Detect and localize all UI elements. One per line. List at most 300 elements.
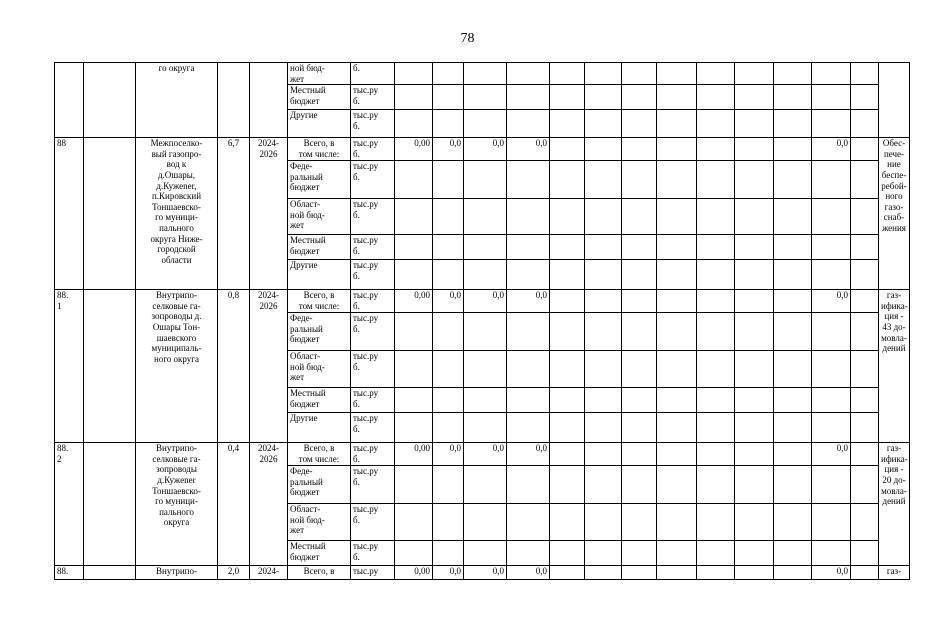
value-cell-empty	[550, 351, 585, 388]
unit: тыс.ру б.	[351, 541, 395, 566]
value-cell: 0,0	[812, 443, 851, 466]
value-cell-empty	[622, 260, 657, 290]
value-cell-empty	[622, 199, 657, 235]
value-cell	[464, 110, 507, 138]
value-cell-empty	[507, 413, 550, 443]
value-cell-empty	[851, 199, 879, 235]
years: 2024-	[250, 566, 288, 580]
value-cell-empty	[812, 235, 851, 260]
value-cell-empty	[812, 388, 851, 413]
cell-empty	[84, 290, 136, 443]
value-cell-empty	[395, 413, 433, 443]
value-cell-empty	[585, 260, 622, 290]
value-cell-empty	[851, 388, 879, 413]
value-cell-empty	[812, 260, 851, 290]
value-cell-empty	[774, 443, 812, 466]
funding-source: Област- ной бюд- жет	[288, 351, 351, 388]
value-cell-empty	[585, 566, 622, 580]
value-cell-empty	[735, 260, 774, 290]
value-cell: 0,00	[395, 566, 433, 580]
value-cell-empty	[851, 260, 879, 290]
value-cell-empty	[433, 235, 464, 260]
value-cell-empty	[851, 313, 879, 351]
value-cell	[395, 63, 433, 85]
value-cell	[433, 110, 464, 138]
length-km: 0,4	[218, 443, 250, 566]
value-cell-empty	[774, 161, 812, 199]
value-cell-empty	[735, 290, 774, 313]
value-cell: 0,0	[507, 290, 550, 313]
value-cell-empty	[657, 138, 697, 161]
value-cell-empty	[697, 388, 735, 413]
value-cell-empty	[657, 466, 697, 504]
value-cell-empty	[622, 313, 657, 351]
funding-source: Всего, в том числе:	[288, 443, 351, 466]
value-cell-empty	[657, 388, 697, 413]
value-cell-empty	[657, 161, 697, 199]
value-cell	[585, 63, 622, 85]
value-cell-empty	[697, 351, 735, 388]
value-cell-empty	[550, 443, 585, 466]
value-cell-empty	[851, 235, 879, 260]
value-cell-empty	[585, 504, 622, 541]
value-cell-empty	[657, 313, 697, 351]
value-cell-empty	[395, 161, 433, 199]
value-cell-empty	[464, 199, 507, 235]
value-cell-empty	[851, 138, 879, 161]
value-cell-empty	[550, 161, 585, 199]
value-cell-empty	[622, 235, 657, 260]
value-cell-empty	[774, 199, 812, 235]
value-cell-empty	[697, 313, 735, 351]
funding-source: Феде- ральный бюджет	[288, 313, 351, 351]
value-cell-empty	[774, 351, 812, 388]
value-cell-empty	[433, 413, 464, 443]
budget-table	[54, 62, 910, 580]
value-cell: 0,0	[433, 290, 464, 313]
funding-source: Местный бюджет	[288, 388, 351, 413]
value-cell: 0,00	[395, 443, 433, 466]
value-cell-empty	[657, 413, 697, 443]
value-cell-empty	[464, 388, 507, 413]
value-cell	[697, 85, 735, 110]
funding-source: Местный бюджет	[288, 235, 351, 260]
unit: тыс.ру б.	[351, 235, 395, 260]
value-cell	[851, 85, 879, 110]
page-number: 78	[460, 31, 475, 46]
value-cell-empty	[812, 466, 851, 504]
value-cell-empty	[433, 161, 464, 199]
value-cell-empty	[657, 351, 697, 388]
value-cell	[464, 85, 507, 110]
value-cell	[697, 63, 735, 85]
unit: тыс.ру б.	[351, 351, 395, 388]
value-cell-empty	[464, 313, 507, 351]
value-cell-empty	[585, 161, 622, 199]
value-cell-empty	[433, 313, 464, 351]
table-row	[55, 566, 910, 580]
value-cell-empty	[812, 413, 851, 443]
value-cell-empty	[697, 260, 735, 290]
value-cell-empty	[622, 443, 657, 466]
value-cell-empty	[433, 199, 464, 235]
funding-source: Местный бюджет	[288, 541, 351, 566]
unit: тыс.ру б.	[351, 313, 395, 351]
value-cell-empty	[433, 351, 464, 388]
value-cell-empty	[464, 260, 507, 290]
row-number: 88	[55, 138, 84, 290]
object-name: Внутрипо-	[136, 566, 218, 580]
value-cell-empty	[550, 466, 585, 504]
value-cell	[735, 110, 774, 138]
value-cell-empty	[697, 466, 735, 504]
value-cell-empty	[550, 413, 585, 443]
value-cell: 0,0	[812, 290, 851, 313]
value-cell-empty	[774, 290, 812, 313]
length-km: 0,8	[218, 290, 250, 443]
value-cell-empty	[622, 388, 657, 413]
value-cell	[622, 63, 657, 85]
unit: тыс.ру б.	[351, 199, 395, 235]
result-cell	[879, 63, 910, 138]
value-cell	[735, 63, 774, 85]
value-cell-empty	[697, 235, 735, 260]
value-cell-empty	[774, 466, 812, 504]
value-cell-empty	[395, 504, 433, 541]
cell-empty	[218, 63, 250, 138]
value-cell	[464, 63, 507, 85]
funding-source: Всего, в том числе:	[288, 138, 351, 161]
value-cell-empty	[851, 466, 879, 504]
value-cell-empty	[507, 466, 550, 504]
value-cell-empty	[507, 504, 550, 541]
funding-source: Феде- ральный бюджет	[288, 466, 351, 504]
value-cell-empty	[585, 466, 622, 504]
value-cell-empty	[622, 504, 657, 541]
value-cell-empty	[622, 466, 657, 504]
row-number: 88.	[55, 566, 84, 580]
value-cell	[774, 85, 812, 110]
object-name: Внутрипо- селковые га- зопроводы д.Кужener Тоншаевско- го муници- пального округа	[136, 443, 218, 566]
result-text: Обес- пече- ние беспе- ребой- ного газо- снаб- жения	[879, 138, 910, 290]
value-cell	[507, 110, 550, 138]
unit: тыс.ру	[351, 566, 395, 580]
value-cell-empty	[622, 566, 657, 580]
value-cell-empty	[433, 541, 464, 566]
value-cell: 0,0	[433, 443, 464, 466]
value-cell	[774, 110, 812, 138]
value-cell-empty	[697, 199, 735, 235]
value-cell-empty	[395, 466, 433, 504]
unit: тыс.ру б.	[351, 161, 395, 199]
value-cell-empty	[735, 388, 774, 413]
funding-source: Другие	[288, 413, 351, 443]
result-text: газ- ифика- ция - 20 до- мовла- дений	[879, 443, 910, 566]
value-cell: 0,0	[507, 138, 550, 161]
cell-empty	[84, 63, 136, 138]
cell-empty	[250, 63, 288, 138]
object-name: Внутрипо- селковые га- зопроводы д. Ошары Тон- шаевского муниципаль- ного округа	[136, 290, 218, 443]
value-cell: 0,0	[433, 138, 464, 161]
funding-source: Феде- ральный бюджет	[288, 161, 351, 199]
value-cell-empty	[657, 199, 697, 235]
value-cell-empty	[735, 138, 774, 161]
value-cell: 0,00	[395, 290, 433, 313]
value-cell-empty	[585, 351, 622, 388]
value-cell-empty	[812, 504, 851, 541]
table-body	[55, 63, 910, 580]
value-cell: 0,0	[464, 138, 507, 161]
value-cell-empty	[507, 313, 550, 351]
value-cell-empty	[774, 313, 812, 351]
value-cell-empty	[851, 351, 879, 388]
unit: тыс.ру б.	[351, 290, 395, 313]
value-cell-empty	[735, 566, 774, 580]
value-cell-empty	[657, 504, 697, 541]
value-cell	[622, 110, 657, 138]
result-text: газ-	[879, 566, 910, 580]
value-cell-empty	[550, 199, 585, 235]
value-cell-empty	[395, 351, 433, 388]
value-cell-empty	[657, 443, 697, 466]
value-cell: 0,0	[433, 566, 464, 580]
unit: тыс.ру б.	[351, 466, 395, 504]
value-cell-empty	[735, 351, 774, 388]
value-cell	[657, 85, 697, 110]
value-cell-empty	[585, 235, 622, 260]
value-cell-empty	[697, 138, 735, 161]
value-cell	[585, 110, 622, 138]
value-cell-empty	[697, 566, 735, 580]
value-cell-empty	[550, 388, 585, 413]
row-number: 88. 2	[55, 443, 84, 566]
value-cell-empty	[774, 138, 812, 161]
cell-empty	[84, 566, 136, 580]
value-cell-empty	[550, 260, 585, 290]
row-number: 88. 1	[55, 290, 84, 443]
funding-source: Област- ной бюд- жет	[288, 504, 351, 541]
value-cell-empty	[812, 351, 851, 388]
funding-source: Всего, в том числе:	[288, 290, 351, 313]
value-cell	[657, 63, 697, 85]
value-cell-empty	[657, 566, 697, 580]
years: 2024- 2026	[250, 290, 288, 443]
value-cell-empty	[464, 235, 507, 260]
value-cell-empty	[774, 388, 812, 413]
value-cell-empty	[507, 351, 550, 388]
value-cell-empty	[433, 504, 464, 541]
value-cell-empty	[851, 290, 879, 313]
value-cell-empty	[507, 199, 550, 235]
value-cell-empty	[812, 313, 851, 351]
value-cell	[395, 85, 433, 110]
value-cell	[622, 85, 657, 110]
years: 2024- 2026	[250, 443, 288, 566]
value-cell-empty	[622, 138, 657, 161]
object-name: Межпоселко- вый газопро- вод к д.Ошары, д.Кужener, п.Кировский Тоншаевско- го муници- пального округа Ниже- городской области	[136, 138, 218, 290]
value-cell-empty	[774, 504, 812, 541]
funding-source: Другие	[288, 110, 351, 138]
unit: тыс.ру б.	[351, 138, 395, 161]
cell-empty	[84, 138, 136, 290]
unit: тыс.ру б.	[351, 413, 395, 443]
value-cell: 0,0	[507, 566, 550, 580]
value-cell	[585, 85, 622, 110]
value-cell-empty	[585, 313, 622, 351]
unit: тыс.ру б.	[351, 388, 395, 413]
value-cell-empty	[507, 388, 550, 413]
value-cell-empty	[657, 235, 697, 260]
value-cell-empty	[395, 199, 433, 235]
value-cell	[812, 63, 851, 85]
value-cell-empty	[585, 290, 622, 313]
unit: тыс.ру б.	[351, 260, 395, 290]
unit: тыс.ру б.	[351, 443, 395, 466]
funding-source: ной бюд- жет	[288, 63, 351, 85]
value-cell	[657, 110, 697, 138]
value-cell-empty	[657, 541, 697, 566]
value-cell-empty	[395, 313, 433, 351]
value-cell-empty	[812, 541, 851, 566]
value-cell-empty	[395, 235, 433, 260]
value-cell-empty	[464, 413, 507, 443]
table-row	[55, 290, 910, 313]
funding-source: Другие	[288, 260, 351, 290]
value-cell	[851, 63, 879, 85]
value-cell-empty	[851, 566, 879, 580]
value-cell-empty	[774, 260, 812, 290]
value-cell-empty	[851, 413, 879, 443]
value-cell: 0,0	[507, 443, 550, 466]
value-cell-empty	[507, 235, 550, 260]
value-cell-empty	[550, 541, 585, 566]
value-cell-empty	[735, 413, 774, 443]
value-cell-empty	[464, 541, 507, 566]
value-cell-empty	[851, 443, 879, 466]
table-row	[55, 138, 910, 161]
value-cell-empty	[585, 388, 622, 413]
value-cell-empty	[550, 290, 585, 313]
value-cell-empty	[735, 504, 774, 541]
value-cell-empty	[622, 161, 657, 199]
table-row	[55, 63, 910, 85]
value-cell-empty	[550, 235, 585, 260]
value-cell-empty	[774, 566, 812, 580]
unit: б.	[351, 63, 395, 85]
value-cell	[812, 110, 851, 138]
cell-empty	[55, 63, 84, 138]
value-cell: 0,00	[395, 138, 433, 161]
value-cell-empty	[851, 541, 879, 566]
value-cell-empty	[774, 235, 812, 260]
value-cell-empty	[622, 413, 657, 443]
value-cell-empty	[433, 260, 464, 290]
value-cell	[507, 63, 550, 85]
value-cell	[697, 110, 735, 138]
value-cell-empty	[697, 504, 735, 541]
value-cell-empty	[507, 260, 550, 290]
value-cell-empty	[464, 466, 507, 504]
value-cell	[774, 63, 812, 85]
value-cell-empty	[697, 413, 735, 443]
value-cell-empty	[812, 161, 851, 199]
value-cell-empty	[395, 260, 433, 290]
value-cell-empty	[657, 260, 697, 290]
funding-source: Местный бюджет	[288, 85, 351, 110]
value-cell-empty	[464, 504, 507, 541]
value-cell	[735, 85, 774, 110]
value-cell-empty	[697, 290, 735, 313]
value-cell-empty	[735, 161, 774, 199]
value-cell: 0,0	[812, 138, 851, 161]
value-cell: 0,0	[464, 566, 507, 580]
table-row	[55, 443, 910, 466]
funding-source: Всего, в	[288, 566, 351, 580]
value-cell: 0,0	[812, 566, 851, 580]
unit: тыс.ру б.	[351, 504, 395, 541]
value-cell-empty	[735, 313, 774, 351]
value-cell-empty	[735, 199, 774, 235]
value-cell	[550, 85, 585, 110]
length-km: 2,0	[218, 566, 250, 580]
value-cell-empty	[812, 199, 851, 235]
value-cell-empty	[433, 466, 464, 504]
value-cell-empty	[507, 161, 550, 199]
value-cell-empty	[735, 443, 774, 466]
value-cell-empty	[550, 138, 585, 161]
value-cell-empty	[622, 351, 657, 388]
value-cell	[433, 85, 464, 110]
value-cell	[812, 85, 851, 110]
value-cell-empty	[433, 388, 464, 413]
value-cell-empty	[464, 161, 507, 199]
value-cell-empty	[550, 504, 585, 541]
funding-source: Област- ной бюд- жет	[288, 199, 351, 235]
result-text: газ- ифика- ция - 43 до- мовла- дений	[879, 290, 910, 443]
value-cell-empty	[585, 443, 622, 466]
value-cell	[395, 110, 433, 138]
value-cell-empty	[622, 290, 657, 313]
value-cell	[550, 63, 585, 85]
value-cell: 0,0	[464, 443, 507, 466]
value-cell-empty	[550, 313, 585, 351]
value-cell-empty	[585, 541, 622, 566]
length-km: 6,7	[218, 138, 250, 290]
value-cell	[433, 63, 464, 85]
value-cell-empty	[697, 161, 735, 199]
value-cell: 0,0	[464, 290, 507, 313]
value-cell	[851, 110, 879, 138]
value-cell-empty	[507, 541, 550, 566]
cell-empty	[84, 443, 136, 566]
value-cell-empty	[735, 466, 774, 504]
value-cell-empty	[735, 235, 774, 260]
value-cell-empty	[735, 541, 774, 566]
unit: тыс.ру б.	[351, 85, 395, 110]
value-cell	[507, 85, 550, 110]
value-cell-empty	[697, 541, 735, 566]
unit: тыс.ру б.	[351, 110, 395, 138]
value-cell-empty	[697, 443, 735, 466]
value-cell-empty	[851, 161, 879, 199]
value-cell-empty	[464, 351, 507, 388]
value-cell-empty	[395, 541, 433, 566]
years: 2024- 2026	[250, 138, 288, 290]
value-cell-empty	[774, 413, 812, 443]
value-cell-empty	[774, 541, 812, 566]
value-cell-empty	[622, 541, 657, 566]
value-cell-empty	[585, 138, 622, 161]
